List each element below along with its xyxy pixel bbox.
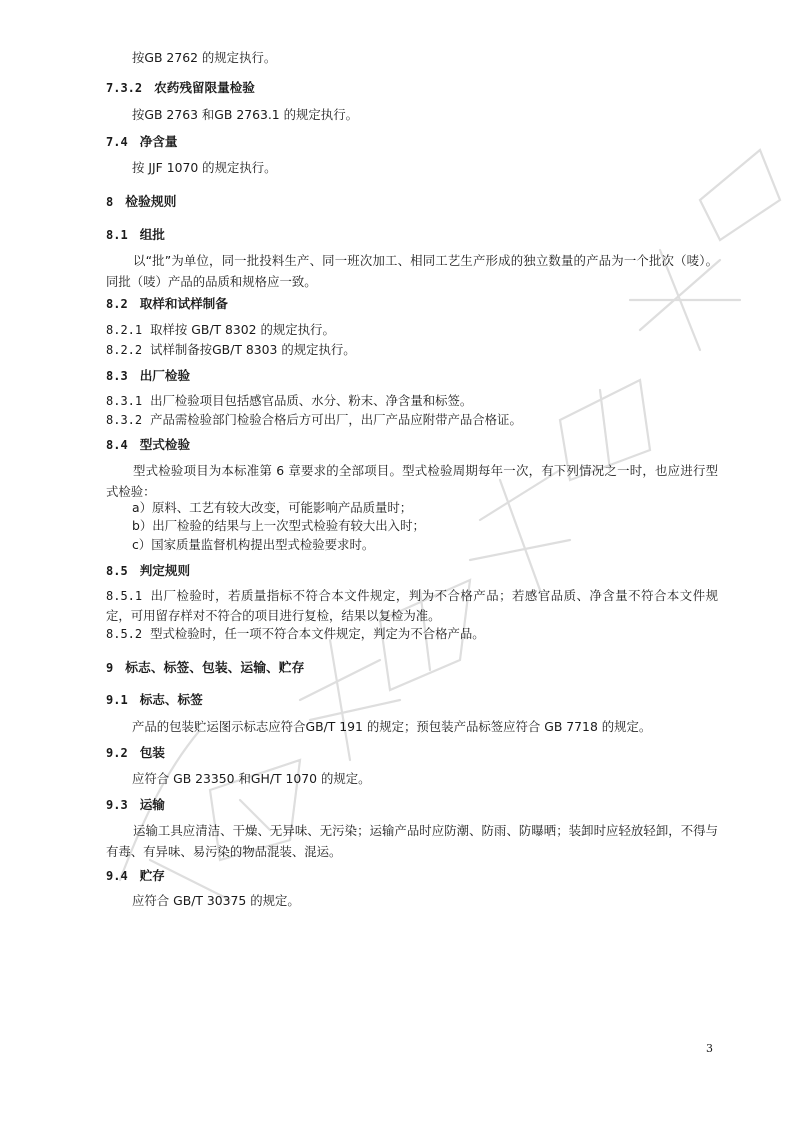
- heading-9-2: [106, 745, 165, 761]
- paragraph-gb2763: 按GB 2763 和GB 2763.1 的规定执行。: [132, 107, 358, 122]
- heading-number: 9.1: [106, 693, 128, 707]
- clause-text: 取样按 GB/T 8302 的规定执行。: [150, 322, 335, 337]
- clause-number: 8.3.1: [106, 394, 143, 408]
- heading-number: 9.4: [106, 869, 128, 883]
- clause-number: 8.2.2: [106, 343, 143, 357]
- clause-8-2-2: [106, 342, 356, 358]
- heading-number: 8: [106, 195, 114, 209]
- paragraph-pack: 应符合 GB 23350 和GH/T 1070 的规定。: [132, 771, 371, 786]
- heading-number: 8.4: [106, 438, 128, 452]
- heading-title: 取样和试样制备: [139, 296, 228, 311]
- heading-title: 贮存: [139, 868, 165, 883]
- paragraph-jjf1070: 按 JJF 1070 的规定执行。: [132, 160, 277, 175]
- clause-8-5-1: [106, 586, 718, 626]
- heading-8: [106, 194, 176, 211]
- heading-8-3: [106, 368, 190, 384]
- paragraph-batch: 以“批”为单位，同一批投料生产、同一班次加工、相同工艺生产形成的独立数量的产品为一个批次（唛）。同批（唛）产品的品质和规格应一致。: [106, 253, 718, 289]
- heading-number: 8.3: [106, 369, 128, 383]
- heading-9: [106, 660, 304, 677]
- clause-text: 出厂检验项目包括感官品质、水分、粉末、净含量和标签。: [150, 393, 473, 408]
- heading-number: 8.1: [106, 228, 128, 242]
- heading-title: 出厂检验: [139, 368, 191, 383]
- heading-title: 标志、标签: [139, 692, 203, 707]
- paragraph-store: 应符合 GB/T 30375 的规定。: [132, 893, 300, 908]
- heading-title: 检验规则: [125, 195, 177, 210]
- heading-8-4: [106, 437, 190, 453]
- clause-8-2-1: [106, 322, 335, 338]
- page-number: 3: [706, 1042, 713, 1055]
- list-item-a: a）原料、工艺有较大改变，可能影响产品质量时；: [132, 500, 413, 515]
- heading-number: 8.2: [106, 297, 128, 311]
- list-item-b: b）出厂检验的结果与上一次型式检验有较大出入时；: [132, 518, 425, 533]
- paragraph-label: 产品的包装贮运图示标志应符合GB/T 191 的规定；预包装产品标签应符合 GB 7718 的规定。: [132, 719, 652, 734]
- heading-8-2: [106, 296, 228, 312]
- heading-9-4: [106, 868, 165, 884]
- heading-number: 7.4: [106, 135, 128, 149]
- paragraph-gb2762: 按GB 2762 的规定执行。: [132, 50, 277, 65]
- paragraph-type-test: 型式检验项目为本标准第 6 章要求的全部项目。型式检验周期每年一次，有下列情况之一时，也应进行型式检验：: [106, 463, 718, 499]
- heading-7-3-2: [106, 80, 255, 96]
- heading-title: 净含量: [139, 134, 178, 149]
- clause-8-3-1: [106, 393, 472, 409]
- heading-number: 8.5: [106, 564, 128, 578]
- heading-8-1: [106, 227, 165, 243]
- heading-7-4: [106, 134, 177, 150]
- clause-8-3-2: [106, 412, 522, 428]
- clause-number: 8.2.1: [106, 323, 143, 337]
- heading-title: 型式检验: [139, 437, 191, 452]
- clause-number: 8.3.2: [106, 413, 143, 427]
- clause-number: 8.5.2: [106, 627, 143, 641]
- heading-title: 标志、标签、包装、运输、贮存: [125, 661, 305, 676]
- list-item-c: c）国家质量监督机构提出型式检验要求时。: [132, 537, 375, 552]
- heading-title: 包装: [139, 745, 165, 760]
- heading-number: 9: [106, 661, 114, 675]
- clause-number: 8.5.1: [106, 589, 143, 603]
- heading-title: 运输: [139, 797, 165, 812]
- clause-text: 产品需检验部门检验合格后方可出厂，出厂产品应附带产品合格证。: [150, 412, 522, 427]
- heading-9-1: [106, 692, 203, 708]
- clause-text: 出厂检验时，若质量指标不符合本文件规定，判为不合格产品；若感官品质、净含量不符合本文件规定，可用留存样对不符合的项目进行复检，结果以复检为准。: [106, 588, 718, 623]
- paragraph-transport: 运输工具应清洁、干燥、无异味、无污染；运输产品时应防潮、防雨、防曝晒；装卸时应轻放轻卸，不得与有毒、有异味、易污染的物品混装、混运。: [106, 823, 718, 859]
- heading-title: 农药残留限量检验: [154, 80, 255, 95]
- heading-8-5: [106, 563, 190, 579]
- heading-title: 组批: [139, 227, 165, 242]
- heading-number: 9.3: [106, 798, 128, 812]
- heading-number: 7.3.2: [106, 81, 143, 95]
- clause-text: 型式检验时，任一项不符合本文件规定，判定为不合格产品。: [150, 626, 485, 641]
- heading-title: 判定规则: [139, 563, 191, 578]
- clause-8-5-2: [106, 626, 485, 642]
- clause-text: 试样制备按GB/T 8303 的规定执行。: [150, 342, 356, 357]
- heading-number: 9.2: [106, 746, 128, 760]
- heading-9-3: [106, 797, 165, 813]
